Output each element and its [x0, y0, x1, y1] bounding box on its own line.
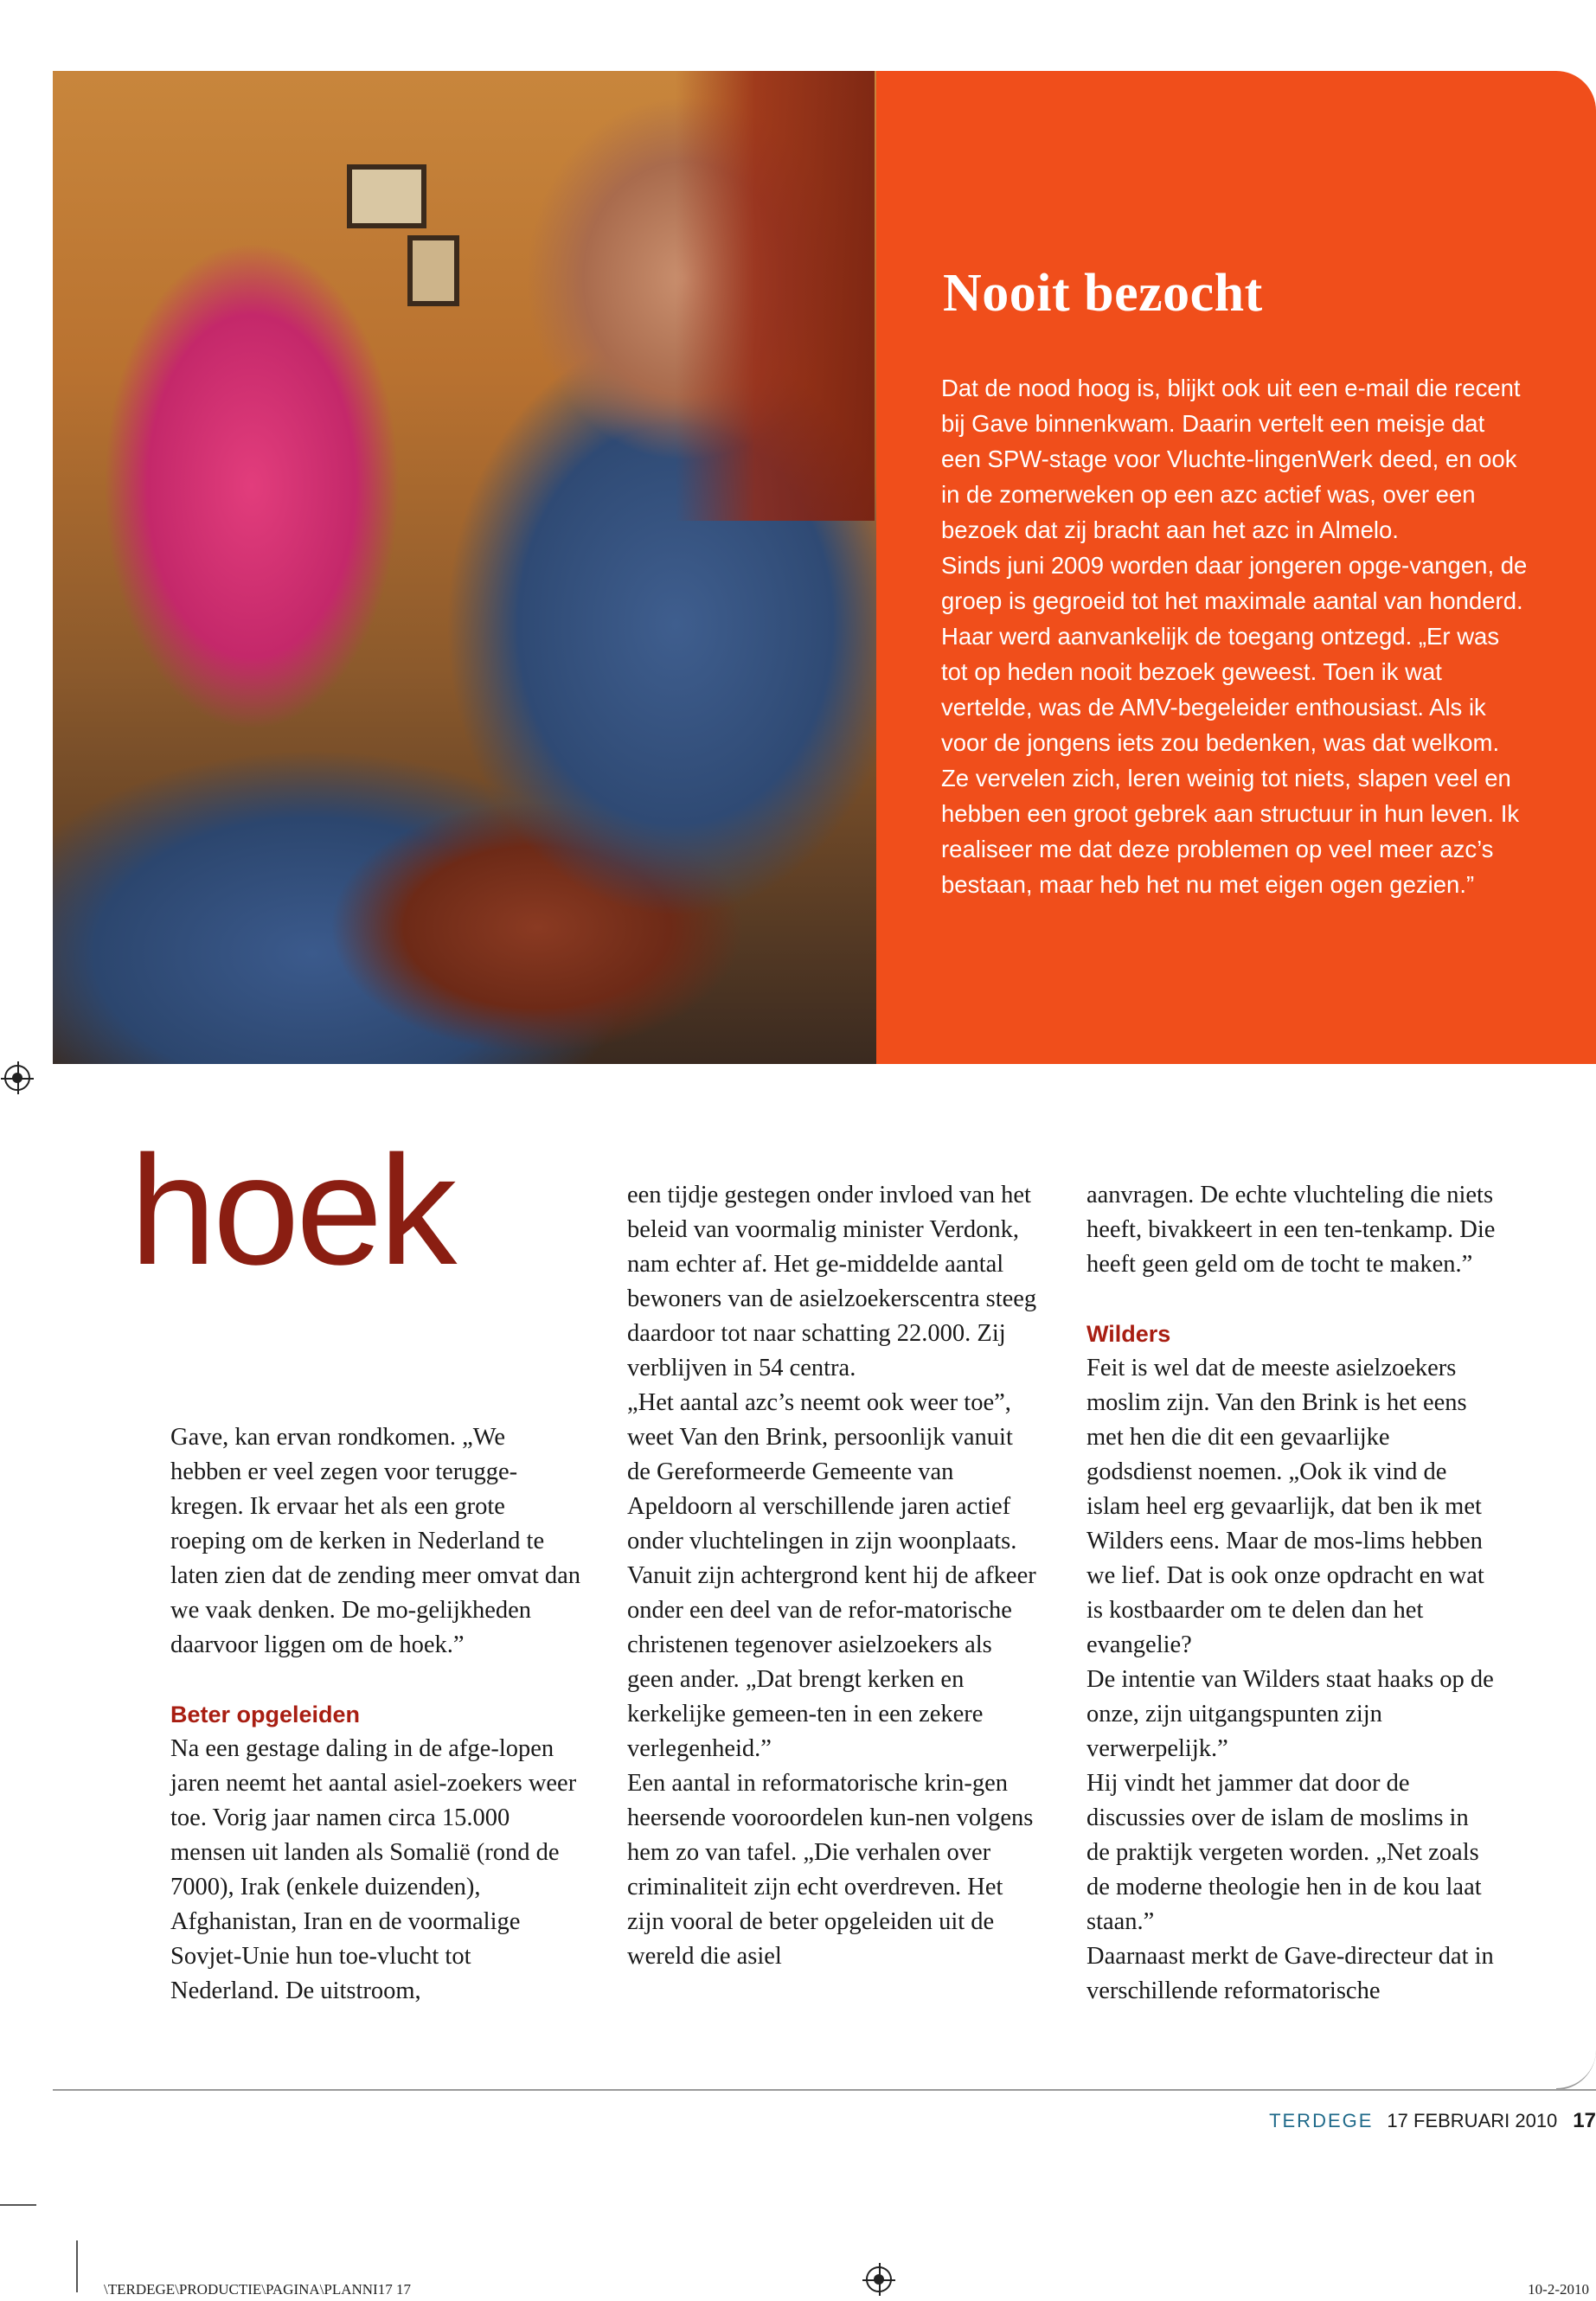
- paragraph: een tijdje gestegen onder invloed van het beleid van voormalig minister Verdonk, nam echter af. Het ge-middelde aantal bewoners van de asielzoekerscentra steeg daardoor tot naar schatting 22.000. Zij verblijven in 54 centra.: [627, 1182, 1037, 1381]
- page-number: 17: [1573, 2109, 1596, 2132]
- paragraph: Gave, kan ervan rondkomen. „We hebben er veel zegen voor terugge-kregen. Ik ervaar het als een grote roeping om de kerken in Nederland te laten zien dat de zending meer omvat dan we vaak denken. De mo-gelijkheden daarvoor liggen om de hoek.”: [170, 1424, 581, 1658]
- article-column-1: [170, 1420, 581, 2009]
- footer-rule: [53, 2089, 1596, 2091]
- issue-date: 17 FEBRUARI 2010: [1387, 2110, 1558, 2131]
- paragraph: „Het aantal azc’s neemt ook weer toe”, weet Van den Brink, persoonlijk vanuit de Gereformeerde Gemeente van Apeldoorn al verschillende jaren actief onder vluchtelingen in zijn woonplaats.: [627, 1389, 1017, 1554]
- sidebar-title: Nooit bezocht: [943, 264, 1263, 323]
- article-photo: [53, 71, 876, 1064]
- article-column-3: [1086, 1178, 1497, 2009]
- print-slug-path: \TERDEGE\PRODUCTIE\PAGINA\PLANNI17 17: [104, 2281, 411, 2298]
- sidebar-paragraph: Sinds juni 2009 worden daar jongeren opge-vangen, de groep is gegroeid tot het maximale aantal van honderd. Haar werd aanvankelijk de toegang ontzegd. „Er was tot op heden nooit bezoek geweest. Toen ik wat vertelde, was de AMV-begeleider enthousiast. Als ik voor de jongens iets zou bedenken, was dat welkom. Ze vervelen zich, leren weinig tot niets, slapen veel en hebben een groot gebrek aan structuur in hun leven. Ik realiseer me dat deze problemen op veel meer azc’s bestaan, maar heb het nu met eigen ogen gezien.”: [941, 552, 1528, 898]
- paragraph: Na een gestage daling in de afge-lopen jaren neemt het aantal asiel-zoekers weer toe. Vorig jaar namen circa 15.000 mensen uit landen als Somalië (rond de 7000), Irak (enkele duizenden), Afghanistan, Iran en de voormalige Sovjet-Unie hun toe-vlucht tot Nederland. De uitstroom,: [170, 1735, 577, 2004]
- magazine-name: TERDEGE: [1269, 2110, 1374, 2131]
- page-footer: [1269, 2109, 1596, 2133]
- paragraph: aanvragen. De echte vluchteling die niets heeft, bivakkeert in een ten-tenkamp. Die heeft geen geld om de tocht te maken.”: [1086, 1182, 1496, 1278]
- crop-mark: [76, 2240, 78, 2292]
- paragraph: Daarnaast merkt de Gave-directeur dat in verschillende reformatorische: [1086, 1943, 1494, 2004]
- footer-rule-corner: [1556, 2041, 1596, 2090]
- paragraph: Hij vindt het jammer dat door de discussies over de islam de moslims in de praktijk vergeten worden. „Net zoals de moderne theologie hen in de kou laat staan.”: [1086, 1770, 1482, 1935]
- sidebar-text: [941, 370, 1529, 902]
- paragraph: De intentie van Wilders staat haaks op de onze, zijn uitgangspunten zijn verwerpelijk.”: [1086, 1666, 1494, 1762]
- print-slug-date: 10-2-2010: [1528, 2281, 1589, 2298]
- wall-picture-frame: [407, 235, 459, 306]
- curtain: [676, 71, 875, 521]
- article-column-2: [627, 1178, 1038, 1974]
- registration-mark-icon: [4, 1065, 30, 1091]
- registration-mark-icon: [866, 2266, 892, 2292]
- headline-fragment: hoek: [130, 1124, 454, 1298]
- subheading: Wilders: [1086, 1321, 1171, 1347]
- paragraph: Vanuit zijn achtergrond kent hij de afkeer onder een deel van de refor-matorische christenen tegenover asielzoekers als geen ander. „Dat brengt kerken en kerkelijke gemeen-ten in een zekere verlegenheid.”: [627, 1562, 1036, 1762]
- sidebar-box: [876, 71, 1596, 1064]
- wall-picture-frame: [347, 164, 426, 228]
- crop-mark: [0, 2204, 36, 2206]
- sidebar-paragraph: Dat de nood hoog is, blijkt ook uit een e-mail die recent bij Gave binnenkwam. Daarin vertelt een meisje dat een SPW-stage voor Vluchte-lingenWerk deed, en ook in de zomerweken op een azc actief was, over een bezoek dat zij bracht aan het azc in Almelo.: [941, 375, 1521, 543]
- paragraph: Een aantal in reformatorische krin-gen heersende vooroordelen kun-nen volgens hem zo van tafel. „Die verhalen over criminaliteit zijn echt overdreven. Het zijn vooral de beter opgeleiden uit de wereld die asiel: [627, 1770, 1034, 1970]
- subheading: Beter opgeleiden: [170, 1702, 361, 1727]
- paragraph: Feit is wel dat de meeste asielzoekers moslim zijn. Van den Brink is het eens met hen die dit een gevaarlijke godsdienst noemen. „Ook ik vind de islam heel erg gevaarlijk, dat ben ik met Wilders eens. Maar de mos-lims hebben we lief. Dat is ook onze opdracht en wat is kostbaarder om te delen dan het evangelie?: [1086, 1355, 1484, 1658]
